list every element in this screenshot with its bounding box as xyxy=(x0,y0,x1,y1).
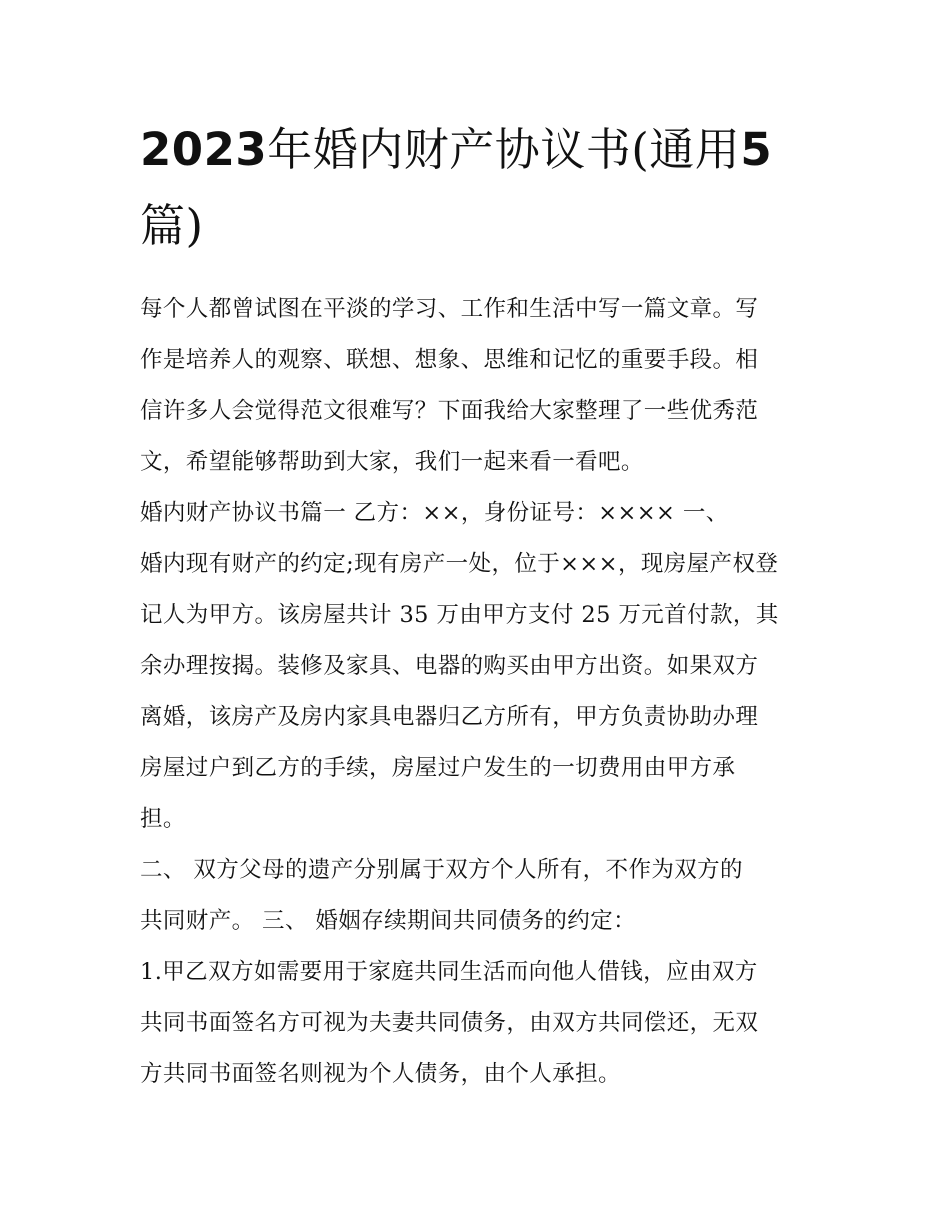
text-line: 余办理按揭。装修及家具、电器的购买由甲方出资。如果双方 xyxy=(140,653,759,679)
title-line: 篇) xyxy=(140,199,204,252)
title-line xyxy=(140,112,815,188)
text-line: 房屋过户到乙方的手续，房屋过户发生的一切费用由甲方承 xyxy=(140,755,736,781)
document-content xyxy=(140,112,815,1100)
text-line: 婚内财产协议书篇一 乙方：××，身份证号：×××× 一、 xyxy=(140,500,729,526)
article-one-paragraph xyxy=(140,488,815,845)
title-count: 5 xyxy=(740,123,773,176)
title-text: 年婚内财产协议书(通用 xyxy=(267,123,741,176)
intro-paragraph xyxy=(140,284,815,488)
text-line: 每个人都曾试图在平淡的学习、工作和生活中写一篇文章。写 xyxy=(140,296,759,322)
document-title xyxy=(140,112,815,264)
text-line: 信许多人会觉得范文很难写？下面我给大家整理了一些优秀范 xyxy=(140,398,759,424)
text-line: 作是培养人的观察、联想、想象、思维和记忆的重要手段。相 xyxy=(140,347,759,373)
text-line: 记人为甲方。该房屋共计 35 万由甲方支付 25 万元首付款，其 xyxy=(140,602,779,628)
text-line: 离婚，该房产及房内家具电器归乙方所有，甲方负责协助办理 xyxy=(140,704,759,730)
text-line: 婚内现有财产的约定;现有房产一处，位于×××，现房屋产权登 xyxy=(140,551,779,577)
text-line: 1.甲乙双方如需要用于家庭共同生活而向他人借钱，应由双方 xyxy=(140,959,758,985)
text-line: 方共同书面签名则视为个人债务，由个人承担。 xyxy=(140,1061,621,1087)
document-body xyxy=(140,284,815,1100)
title-year: 2023 xyxy=(140,123,268,176)
text-line: 担。 xyxy=(140,806,186,832)
text-line: 共同书面签名方可视为夫妻共同债务，由双方共同偿还，无双 xyxy=(140,1010,759,1036)
text-line: 共同财产。 三、 婚姻存续期间共同债务的约定： xyxy=(140,908,637,934)
debt-clause-paragraph xyxy=(140,947,815,1100)
text-line: 文，希望能够帮助到大家，我们一起来看一看吧。 xyxy=(140,449,644,475)
articles-two-three-paragraph xyxy=(140,845,815,947)
text-line: 二、 双方父母的遗产分别属于双方个人所有，不作为双方的 xyxy=(140,857,743,883)
